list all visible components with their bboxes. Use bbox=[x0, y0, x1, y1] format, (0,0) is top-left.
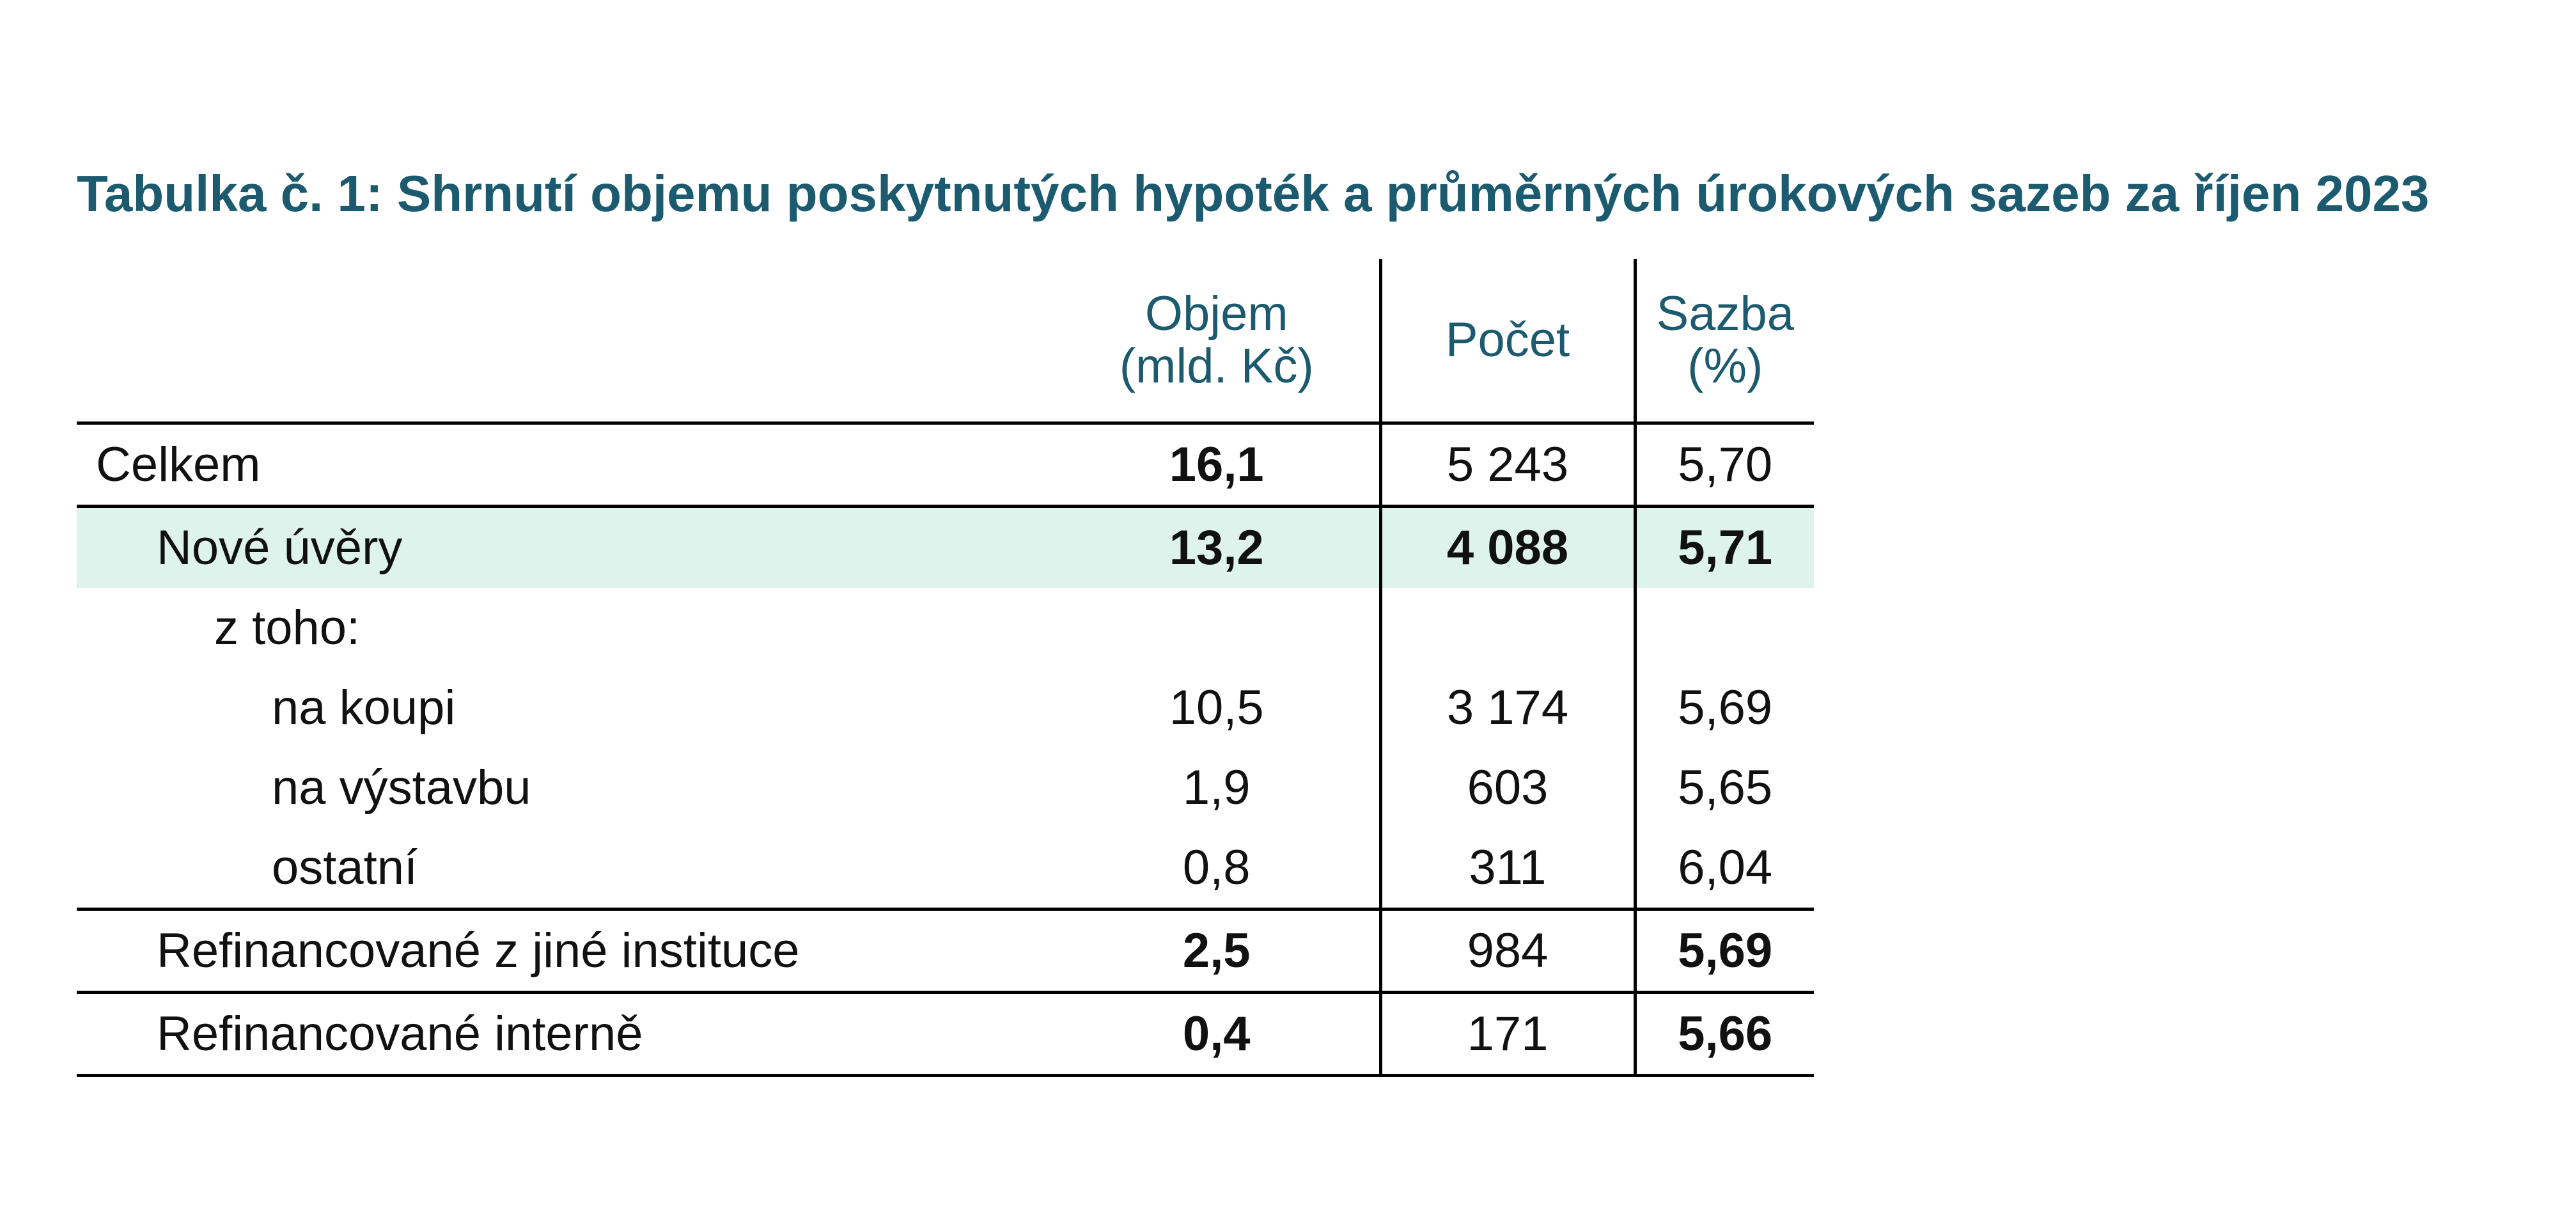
row-label: na výstavbu bbox=[272, 760, 531, 815]
table-row-refinancovane-interne bbox=[77, 993, 1814, 1076]
header-objem bbox=[1054, 259, 1380, 423]
cell-pocet bbox=[1380, 588, 1635, 668]
cell-objem: 13,2 bbox=[1054, 507, 1380, 588]
table-row-ostatni bbox=[77, 828, 1814, 909]
table-row-na-koupi bbox=[77, 668, 1814, 748]
table-title: Tabulka č. 1: Shrnutí objemu poskytnutých hypoték a průměrných úrokových sazeb za říjen 2023 bbox=[77, 165, 2430, 222]
cell-pocet: 171 bbox=[1380, 993, 1635, 1076]
table-row-nove-uvery bbox=[77, 507, 1814, 588]
mortgage-summary-table bbox=[77, 259, 1814, 1077]
header-label-empty bbox=[77, 259, 1054, 423]
cell-pocet: 984 bbox=[1380, 909, 1635, 993]
header-objem-line2: (mld. Kč) bbox=[1119, 339, 1314, 393]
cell-sazba bbox=[1635, 588, 1814, 668]
header-objem-line1: Objem bbox=[1144, 287, 1288, 341]
table-row-na-vystavbu bbox=[77, 748, 1814, 828]
table-row-celkem bbox=[77, 423, 1814, 507]
cell-sazba: 5,69 bbox=[1635, 909, 1814, 993]
header-sazba-line1: Sazba bbox=[1656, 287, 1794, 341]
row-label: Celkem bbox=[77, 423, 1054, 507]
cell-objem: 2,5 bbox=[1054, 909, 1380, 993]
row-label: z toho: bbox=[214, 601, 361, 655]
cell-pocet: 311 bbox=[1380, 828, 1635, 909]
cell-pocet: 3 174 bbox=[1380, 668, 1635, 748]
cell-objem: 0,8 bbox=[1182, 840, 1251, 895]
cell-objem: 10,5 bbox=[1169, 681, 1264, 735]
cell-pocet: 603 bbox=[1380, 748, 1635, 828]
header-pocet: Počet bbox=[1380, 259, 1635, 423]
header-sazba-line2: (%) bbox=[1687, 339, 1763, 393]
row-label: Nové úvěry bbox=[77, 507, 1054, 588]
cell-sazba: 5,70 bbox=[1635, 423, 1814, 507]
cell-sazba: 5,69 bbox=[1635, 668, 1814, 748]
cell-sazba: 6,04 bbox=[1635, 828, 1814, 909]
header-sazba bbox=[1635, 259, 1814, 423]
header-row bbox=[77, 259, 1814, 423]
cell-sazba: 5,71 bbox=[1635, 507, 1814, 588]
row-label: ostatní bbox=[272, 840, 418, 895]
cell-objem: 16,1 bbox=[1054, 423, 1380, 507]
table-row-refinancovane-jine bbox=[77, 909, 1814, 993]
cell-objem bbox=[1054, 588, 1380, 668]
cell-pocet: 5 243 bbox=[1380, 423, 1635, 507]
cell-pocet: 4 088 bbox=[1380, 507, 1635, 588]
row-label: na koupi bbox=[272, 681, 456, 735]
table-row-z-toho bbox=[77, 588, 1814, 668]
cell-sazba: 5,65 bbox=[1635, 748, 1814, 828]
cell-objem: 1,9 bbox=[1182, 760, 1251, 815]
cell-objem: 0,4 bbox=[1054, 993, 1380, 1076]
cell-sazba: 5,66 bbox=[1635, 993, 1814, 1076]
row-label: Refinancované interně bbox=[77, 993, 1054, 1076]
row-label: Refinancované z jiné instituce bbox=[77, 909, 1054, 993]
